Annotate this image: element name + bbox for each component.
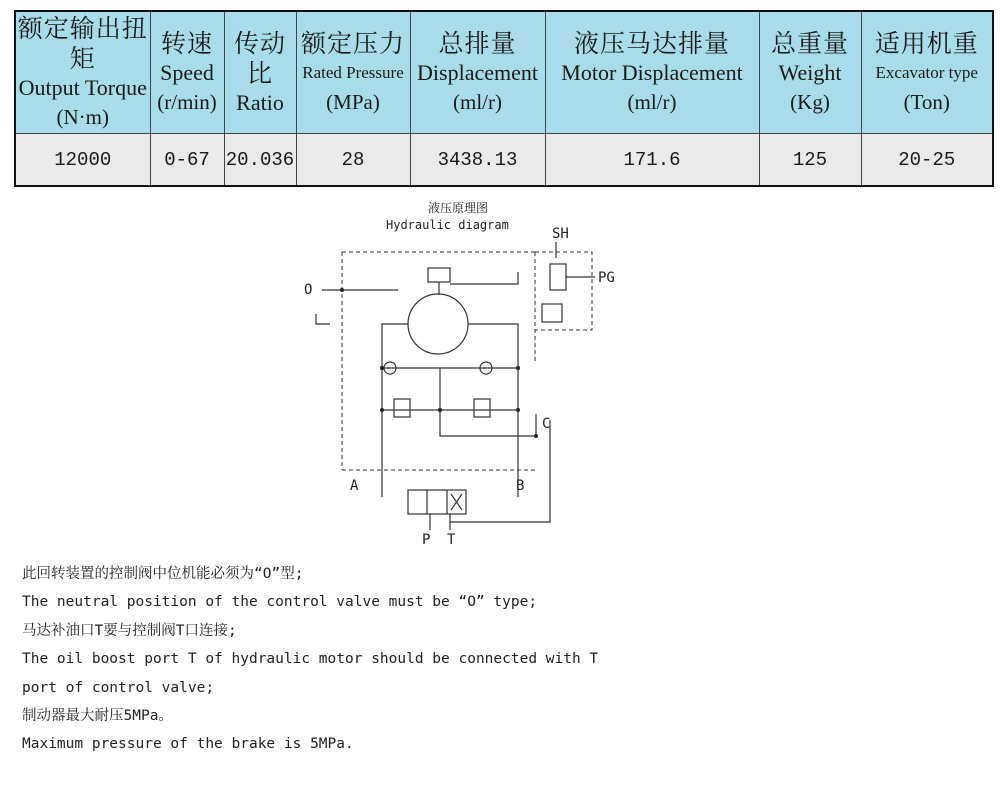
diagram-title-zh: 液压原理图 xyxy=(428,201,489,215)
relief-valve-left xyxy=(394,399,410,417)
junction-dot xyxy=(380,366,384,370)
brake-cylinder xyxy=(428,268,450,282)
cell-displacement: 3438.13 xyxy=(410,134,545,187)
control-valve-sections xyxy=(427,490,447,514)
cell-weight: 125 xyxy=(759,134,861,187)
main-loop-lines xyxy=(382,324,518,470)
cell-output-torque: 12000 xyxy=(15,134,150,187)
note-line: 马达补油口T要与控制阀T口连接; xyxy=(22,622,237,639)
junction-dot xyxy=(380,408,384,412)
motor-symbol xyxy=(408,294,468,354)
port-pt-lines xyxy=(430,514,450,530)
col-excavator-type: 适用机重 Excavator type (Ton) xyxy=(861,11,993,134)
col-motor-displacement: 液压马达排量 Motor Displacement (ml/r) xyxy=(545,11,759,134)
note-line: port of control valve; xyxy=(22,679,215,696)
port-label-sh: SH xyxy=(552,226,569,242)
port-label-b: B xyxy=(516,478,525,494)
col-weight: 总重量 Weight (Kg) xyxy=(759,11,861,134)
boost-line xyxy=(440,368,536,436)
col-rated-pressure: 额定压力 Rated Pressure (MPa) xyxy=(296,11,410,134)
junction-dot xyxy=(438,408,442,412)
col-output-torque: 额定输出扭矩 Output Torque (N·m) xyxy=(15,11,150,134)
port-label-t: T xyxy=(447,532,456,548)
port-label-o: O xyxy=(304,282,313,298)
junction-dot xyxy=(516,366,520,370)
junction-dot xyxy=(534,434,538,438)
control-valve xyxy=(408,490,466,514)
col-displacement: 总排量 Displacement (ml/r) xyxy=(410,11,545,134)
junction-dot xyxy=(340,288,344,292)
control-valve-cross xyxy=(451,494,462,510)
note-line: 此回转装置的控制阀中位机能必须为“O”型; xyxy=(22,566,304,582)
port-ab-lines xyxy=(382,470,518,497)
port-label-p: P xyxy=(422,532,431,548)
note-line: The neutral position of the control valve must be “O” type; xyxy=(22,594,538,611)
col-speed: 转速 Speed (r/min) xyxy=(150,11,224,134)
cell-rated-pressure: 28 xyxy=(296,134,410,187)
note-line: The oil boost port T of hydraulic motor should be connected with T xyxy=(22,651,599,668)
brake-release-valve xyxy=(542,304,562,322)
col-ratio: 传动比 Ratio xyxy=(224,11,296,134)
cell-motor-displacement: 171.6 xyxy=(545,134,759,187)
port-label-pg: PG xyxy=(598,270,615,286)
notes xyxy=(22,560,642,759)
shuttle-valve xyxy=(550,264,566,290)
note-line: Maximum pressure of the brake is 5MPa. xyxy=(22,736,354,753)
tank-symbol xyxy=(316,314,330,324)
table-header-row xyxy=(15,11,993,134)
diagram-title-en: Hydraulic diagram xyxy=(386,218,509,232)
cell-speed: 0-67 xyxy=(150,134,224,187)
cell-excavator-type: 20-25 xyxy=(861,134,993,187)
hydraulic-diagram xyxy=(290,192,650,552)
port-label-a: A xyxy=(350,478,359,494)
junction-dot xyxy=(516,408,520,412)
relief-valve-right xyxy=(474,399,490,417)
table-row xyxy=(15,134,993,187)
port-label-c: C xyxy=(542,416,551,432)
note-line: 制动器最大耐压5MPa。 xyxy=(22,708,173,725)
brake-line xyxy=(450,272,518,284)
cell-ratio: 20.036 xyxy=(224,134,296,187)
spec-table xyxy=(14,10,994,187)
